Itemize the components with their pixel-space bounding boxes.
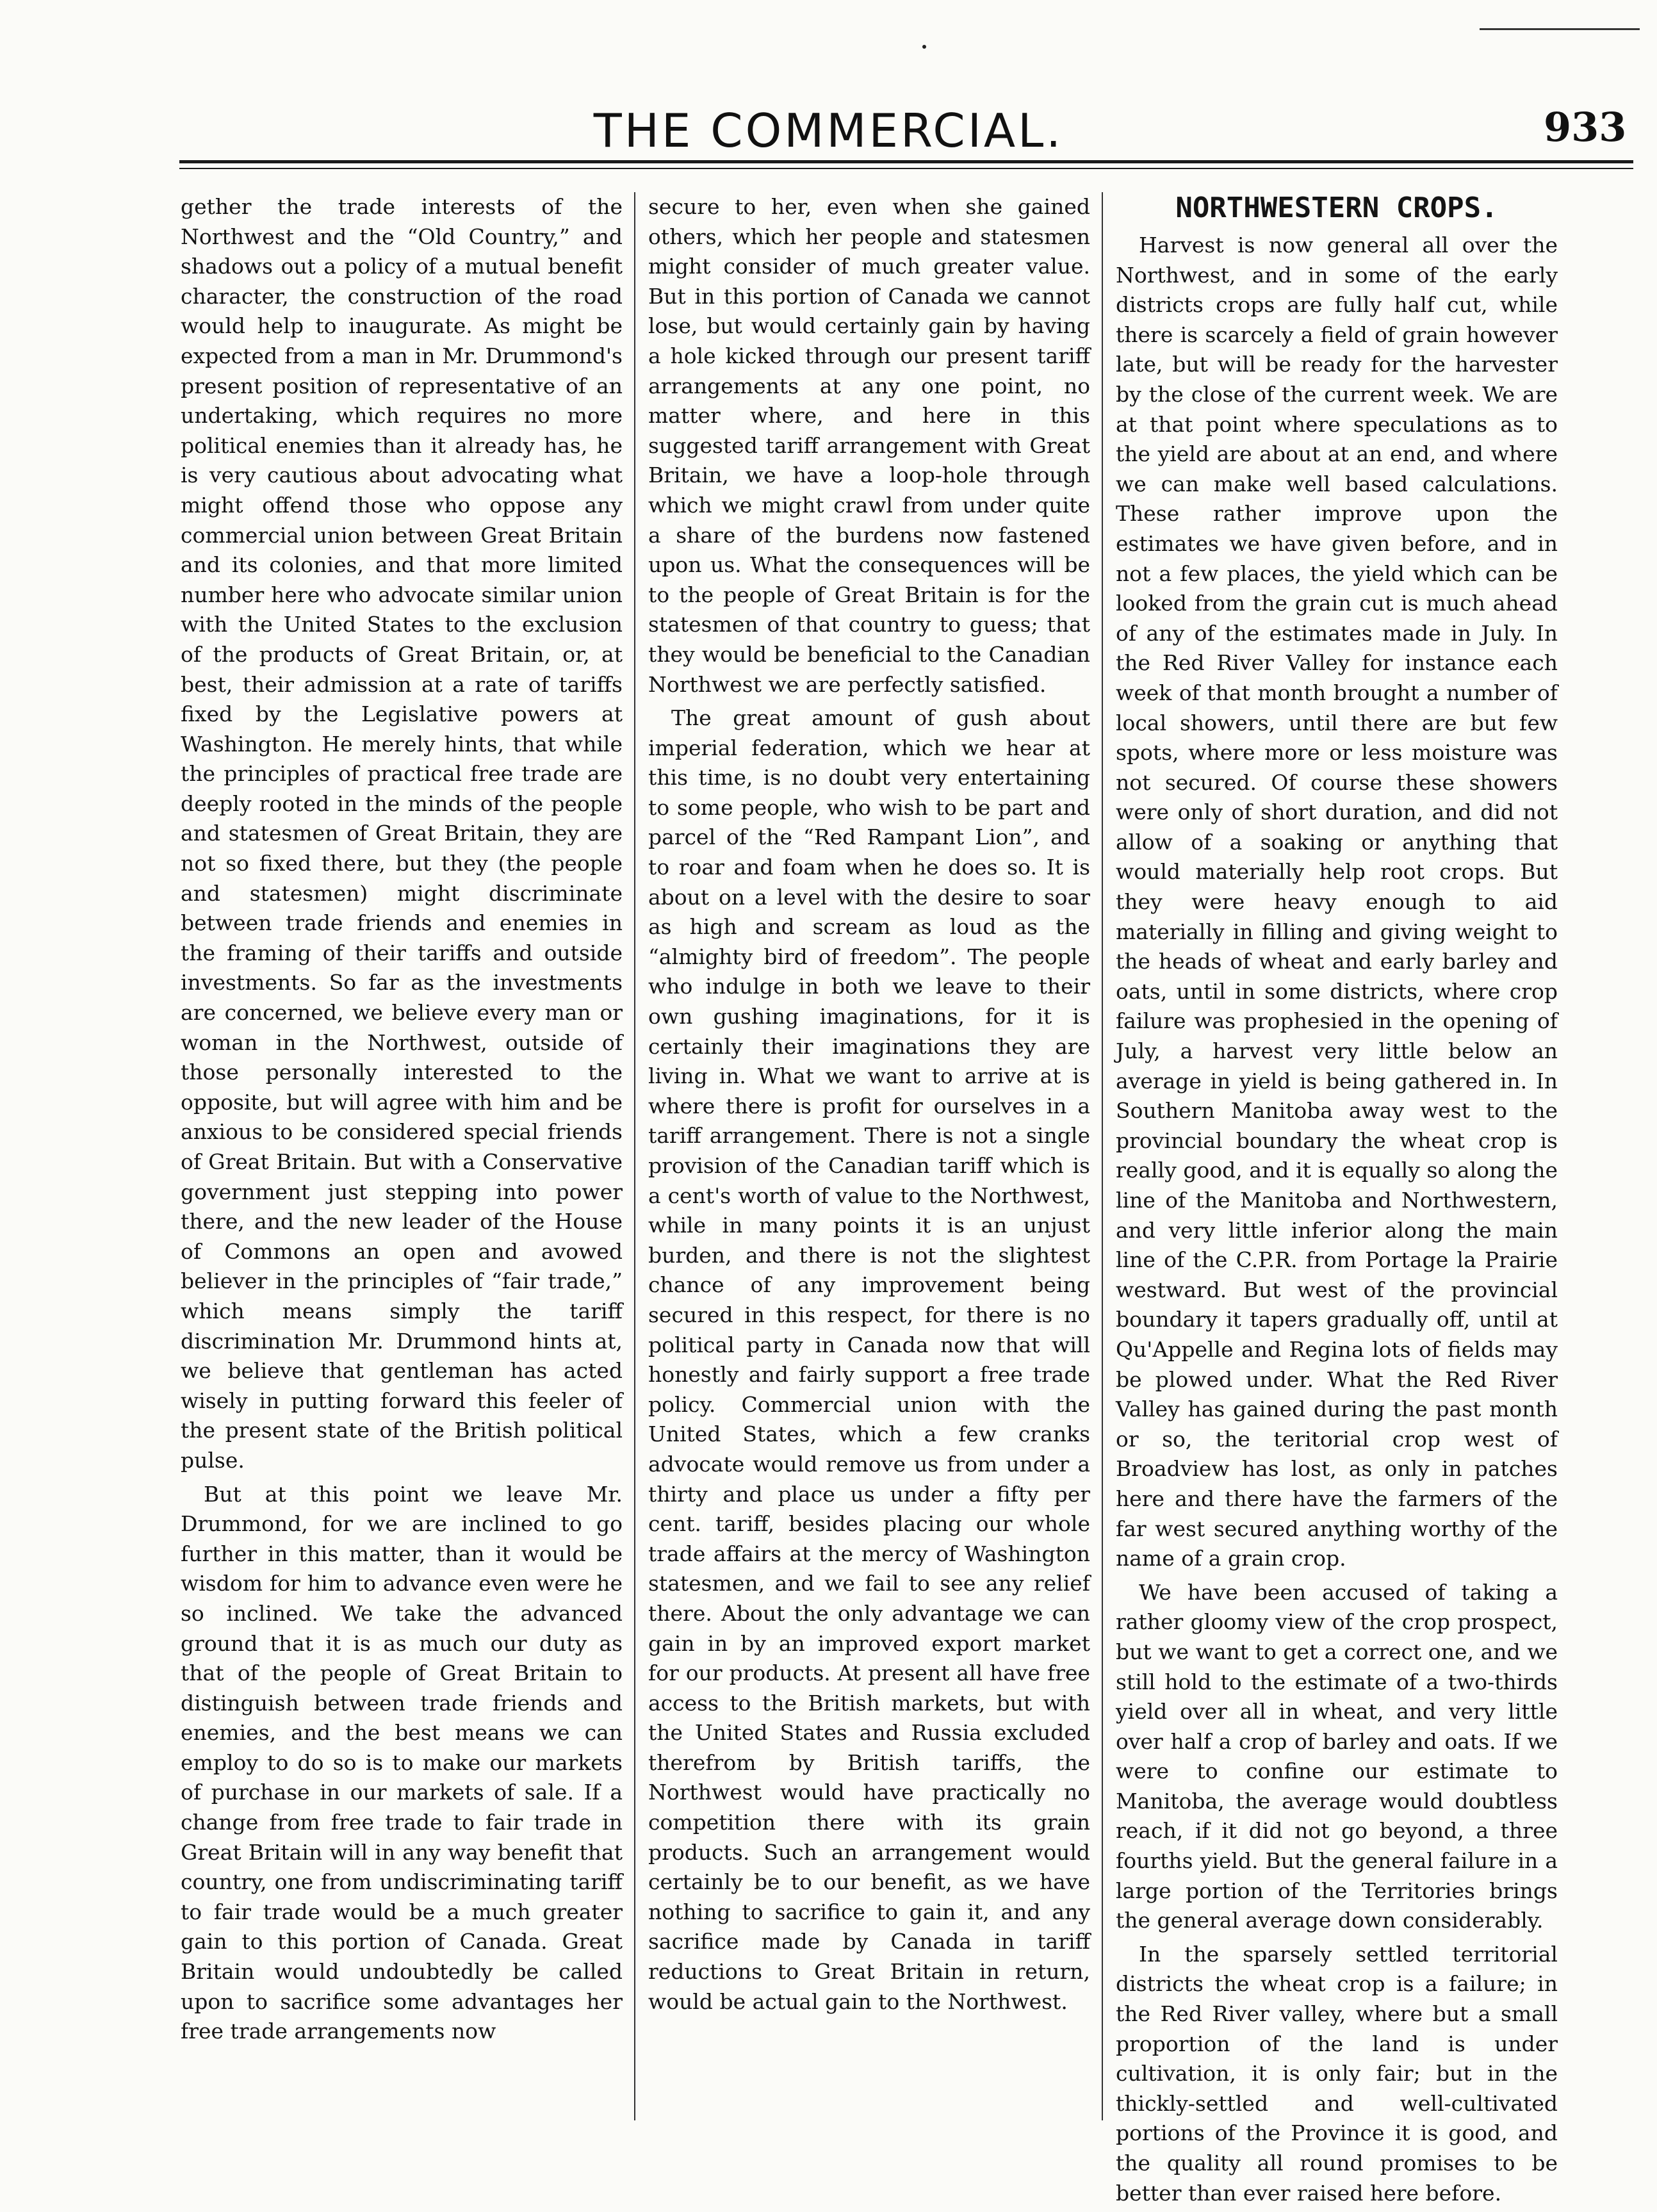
column-divider-2 — [1102, 192, 1103, 2120]
column-3-paragraph-3: In the sparsely settled territorial districts the wheat crop is a failure; in the Red River valley, where but a small proportion of the land is under cultivation, it is only fair; but in the thickly-settled and well-cultivated portions of the Province it is good, and the quality all round promises to be better than ever raised here before. — [1116, 1941, 1558, 2206]
column-2-paragraph-1: secure to her, even when she gained others, which her people and statesmen might consider of much greater value. But in this portion of Canada we cannot lose, but would certainly gain by having a hole kicked through our present tariff arrangements at any one point, no matter where, and here in this suggested tariff arrangement with Great Britain, we have a loop-hole through which we might crawl from under quite a share of the burdens now fastened upon us. What the consequences will be to the people of Great Britain is for the statesmen of that country to guess; that they would be beneficial to the Canadian Northwest we are perfectly satisfied. — [648, 194, 1090, 697]
column-divider-1 — [634, 192, 635, 2120]
column-2-paragraph-2: The great amount of gush about imperial federation, which we hear at this time, is no doubt very entertaining to some people, who wish to be part and parcel of the “Red Rampant Lion”, and to roar and foam when he does so. It is about on a level with the desire to soar as high and scream as loud as the “almighty bird of freedom”. The people who indulge in both we leave to their own gushing imaginations, for it is certainly their imaginations they are living in. What we want to arrive at is where there is profit for ourselves in a tariff arrangement. There is not a single provision of the Canadian tariff which is a cent's worth of value to the Northwest, while in many points it is an unjust burden, and there is not the slightest chance of any improvement being secured in this respect, for there is no political party in Canada now that will honestly and fairly support a free trade policy. Commercial union with the United States, which a few cranks advocate would remove us from under a thirty and place us under a fifty per cent. tariff, besides placing our whole trade affairs at the mercy of Washington statesmen, and we fail to see any relief there. About the only advantage we can gain in by an improved export market for our products. At present all have free access to the British markets, but with the United States and Russia excluded therefrom by British tariffs, the Northwest would have practically no competition there with its grain products. Such an arrangement would certainly be to our benefit, as we have nothing to sacrifice to gain it, and any sacrifice made by Canada in tariff reductions to Great Britain in return, would be actual gain to the Northwest. — [648, 705, 1090, 2014]
top-edge-rule — [1480, 28, 1640, 30]
column-3-paragraph-1: Harvest is now general all over the Northwest, and in some of the early districts crops are fully half cut, while there is scarcely a field of grain however late, but will be ready for the harvester by the close of the current week. We are at that point where speculations as to the yield are about at an end, and where we can make well based calculations. These rather improve upon the estimates we have given before, and in not a few places, the yield which can be looked from the grain cut is much ahead of any of the estimates made in July. In the Red River Valley for instance each week of that month brought a number of local showers, until there are but few spots, where more or less moisture was not secured. Of course these showers were only of short duration, and did not allow of a soaking or anything that would materially help root crops. But they were heavy enough to aid materially in filling and giving weight to the heads of wheat and early barley and oats, until in some districts, where crop failure was prophesied in the opening of July, a harvest very little below an average in yield is being gathered in. In Southern Manitoba away west to the provincial boundary the wheat crop is really good, and it is equally so along the line of the Manitoba and Northwestern, and very little inferior along the main line of the C.P.R. from Portage la Prairie westward. But west of the provincial boundary it tapers gradually off, until at Qu'Appelle and Regina lots of fields may be plowed under. What the Red River Valley has gained during the past month or so, the teritorial crop west of Broadview has lost, as only in patches here and there have the farmers of the far west secured anything worthy of the name of a grain crop. — [1116, 233, 1558, 1571]
header-rule-thin — [179, 168, 1633, 169]
article-headline: NORTHWESTERN CROPS. — [1175, 192, 1498, 224]
header-rule-thick — [179, 160, 1633, 163]
column-3 — [1116, 192, 1558, 2212]
column-1-paragraph-2: But at this point we leave Mr. Drummond, for we are inclined to go further in this matter, than it would be wisdom for him to advance even were he so inclined. We take the advanced ground that it is as much our duty as that of the people of Great Britain to distinguish between trade friends and enemies, and the best means we can employ to do so is to make our markets of purchase in our markets of sale. If a change from free trade to fair trade in Great Britain will in any way benefit that country, one from undiscriminating tariff to fair trade would be a much greater gain to this portion of Canada. Great Britain would undoubtedly be called upon to sacrifice some advantages her free trade arrangements now — [181, 1481, 623, 2044]
column-2 — [648, 192, 1090, 2020]
masthead-title: THE COMMERCIAL. — [593, 104, 1064, 158]
column-3-paragraph-2: We have been accused of taking a rather gloomy view of the crop prospect, but we want to get a correct one, and we still hold to the estimate of a two-thirds yield over all in wheat, and very little over half a crop of barley and oats. If we were to confine our estimate to Manitoba, the average would doubtless reach, if it did not go beyond, a three fourths yield. But the general failure in a large portion of the Territories brings the general average down considerably. — [1116, 1579, 1558, 1933]
page-number: 933 — [1544, 104, 1627, 151]
column-1-paragraph-1: gether the trade interests of the Northwest and the “Old Country,” and shadows out a policy of a mutual benefit character, the construction of the road would help to inaugurate. As might be expected from a man in Mr. Drummond's present position of representative of an undertaking, which requires no more political enemies than it already has, he is very cautious about advocating what might offend those who oppose any commercial union between Great Britain and its colonies, and that more limited number here who advocate similar union with the United States to the exclusion of the products of Great Britain, or, at best, their admission at a rate of tariffs fixed by the Legislative powers at Washington. He merely hints, that while the principles of practical free trade are deeply rooted in the minds of the people and statesmen of Great Britain, they are not so fixed there, but they (the people and statesmen) might discriminate between trade friends and enemies in the framing of their tariffs and outside investments. So far as the investments are concerned, we believe every man or woman in the Northwest, outside of those personally interested to the opposite, but will agree with him and be anxious to be considered special friends of Great Britain. But with a Conservative government just stepping into power there, and the new leader of the House of Commons an open and avowed believer in the principles of “fair trade,” which means simply the tariff discrimination Mr. Drummond hints at, we believe that gentleman has acted wisely in putting forward this feeler of the present state of the British political pulse. — [181, 194, 623, 1473]
column-1 — [181, 192, 623, 2051]
print-speck — [922, 45, 926, 49]
